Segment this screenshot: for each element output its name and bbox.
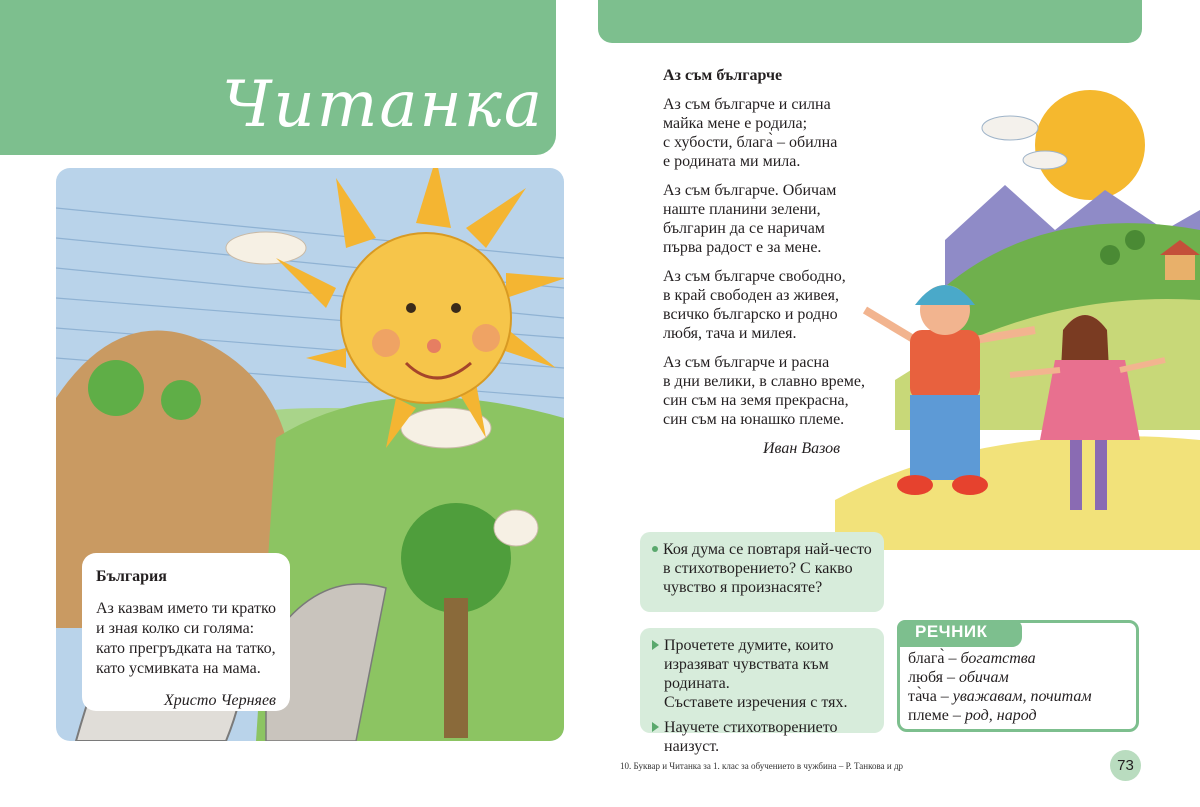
dictionary-box xyxy=(897,620,1139,732)
poem-line: Аз казвам името ти кратко xyxy=(96,600,276,617)
question-line: изразяват чувствата към родината. xyxy=(664,656,829,692)
dictionary-word: любя xyxy=(908,669,944,686)
dictionary-meaning: обичам xyxy=(959,669,1009,686)
poem-line: е родината ми мила. xyxy=(663,153,801,170)
poem-line: син съм на юнашко племе. xyxy=(663,411,845,428)
poem-line: и зная колко си голяма: xyxy=(96,620,255,637)
dictionary-word: племе xyxy=(908,707,949,724)
poem-line: син съм на земя прекрасна, xyxy=(663,392,849,409)
poem-line: наште планини зелени, xyxy=(663,201,821,218)
dictionary-meaning: уважавам, почитам xyxy=(952,688,1092,705)
question-box-2 xyxy=(640,628,884,755)
bullet-triangle-icon xyxy=(652,640,659,650)
dictionary-title: РЕЧНИК xyxy=(915,622,988,641)
poem-line: в край свободен аз живея, xyxy=(663,287,839,304)
dictionary-entry: любя – обичам xyxy=(908,669,1009,686)
poem-line: с хубости, блага̀ – обилна xyxy=(663,134,838,151)
children-hill-illustration xyxy=(835,90,1200,550)
poem-line: Аз съм българче. Обичам xyxy=(663,182,837,199)
poem-title: България xyxy=(96,568,167,585)
poem-line: майка мене е родила; xyxy=(663,115,808,132)
question-item xyxy=(652,540,874,597)
footer-text: 10. Буквар и Читанка за 1. клас за обучението в чужбина – Р. Танкова и др xyxy=(620,761,904,771)
question-item xyxy=(652,636,874,712)
poem-line: Аз съм българче и силна xyxy=(663,96,831,113)
dictionary-word: блага̀ xyxy=(908,650,945,667)
dictionary-entry: та̀ча – уважавам, почитам xyxy=(908,688,1092,705)
dictionary-entry: племе – род, народ xyxy=(908,707,1037,724)
dictionary-entries xyxy=(908,649,1092,725)
question-line: в стихотворението? С какво xyxy=(663,560,853,577)
poem-line: любя, тача и милея. xyxy=(663,325,797,342)
question-line: Коя дума се повтаря най-често xyxy=(663,541,872,558)
question-box-1 xyxy=(640,532,884,612)
question-line: Прочетете думите, които xyxy=(664,637,834,654)
header-band-right xyxy=(598,0,1142,43)
poem-author: Христо Черняев xyxy=(164,692,276,709)
dictionary-meaning: богатства xyxy=(960,650,1036,667)
bullet-dot-icon xyxy=(652,546,658,552)
poem-line: в дни велики, в славно време, xyxy=(663,373,866,390)
poem-author: Иван Вазов xyxy=(763,440,841,457)
question-item xyxy=(652,718,874,756)
page-number: 73 xyxy=(1110,750,1141,781)
page-title: Читанка xyxy=(222,68,545,142)
poem-title: Аз съм българче xyxy=(663,67,783,84)
dictionary-meaning: род, народ xyxy=(964,707,1037,724)
poem-box-bulgaria xyxy=(82,553,290,711)
bullet-triangle-icon xyxy=(652,722,659,732)
poem-line: първа радост е за мене. xyxy=(663,239,822,256)
poem-line: Аз съм българче и расна xyxy=(663,354,830,371)
question-line: Научете стихотворението наизуст. xyxy=(664,719,838,755)
poem-line: всичко българско и родно xyxy=(663,306,838,323)
dictionary-word: та̀ча xyxy=(908,688,937,705)
poem-line: българин да се наричам xyxy=(663,220,825,237)
poem-line: като усмивката на мама. xyxy=(96,660,261,677)
poem-line: като прегръдката на татко, xyxy=(96,640,276,657)
question-line: Съставете изречения с тях. xyxy=(664,694,848,711)
dictionary-entry: блага̀ – богатства xyxy=(908,650,1036,667)
question-line: чувство я произнасяте? xyxy=(663,579,823,596)
poem-line: Аз съм българче свободно, xyxy=(663,268,846,285)
